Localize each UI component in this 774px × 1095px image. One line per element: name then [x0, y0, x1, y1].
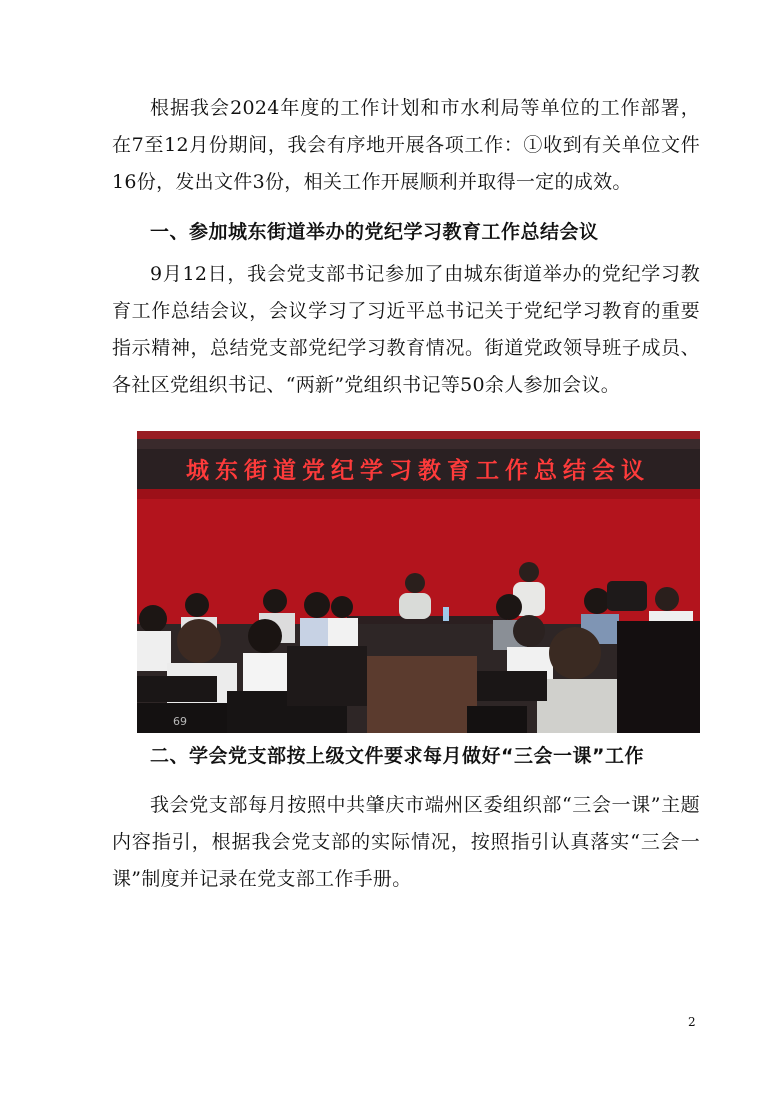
photo-audience-head	[185, 593, 209, 617]
photo-speaker-body-1	[399, 593, 431, 619]
photo-chair-row	[287, 646, 367, 706]
photo-chair-row	[467, 706, 527, 733]
photo-audience-head	[549, 627, 601, 679]
photo-audience-head	[584, 588, 610, 614]
intro-paragraph: 根据我会2024年度的工作计划和市水利局等单位的工作部署，在7至12月份期间，我会有序地开展各项工作：①收到有关单位文件16份，发出文件3份，相关工作开展顺利并取得一定的成效。	[112, 97, 700, 193]
photo-audience-head	[304, 592, 330, 618]
section-heading-2: 二、学会党支部按上级文件要求每月做好“三会一课”工作	[150, 745, 644, 767]
photo-chair-row	[137, 676, 217, 702]
photo-speaker-head-2	[519, 562, 539, 582]
photo-audience-head	[177, 619, 221, 663]
page-number: 2	[688, 1015, 696, 1029]
photo-audience-head	[263, 589, 287, 613]
section-heading-1: 一、参加城东街道举办的党纪学习教育工作总结会议	[150, 221, 599, 243]
photo-wall-shadow	[137, 489, 700, 499]
photo-audience-head	[331, 596, 353, 618]
photo-aisle-carpet	[367, 656, 477, 733]
photo-speaker-head-1	[405, 573, 425, 593]
monthly-paragraph: 我会党支部每月按照中共肇庆市端州区委组织部“三会一课”主题内容指引，根据我会党支部的实际情况，按照指引认真落实“三会一课”制度并记录在党支部工作手册。	[112, 794, 700, 890]
photo-dark-figure	[617, 621, 700, 733]
meeting-paragraph: 9月12日，我会党支部书记参加了由城东街道举办的党纪学习教育工作总结会议，会议学习了习近平总书记关于党纪学习教育的重要指示精神，总结党支部党纪学习教育情况。街道党政领导班子成员、各社区党组织书记、“两新”党组织书记等50余人参加会议。	[112, 263, 700, 396]
photo-audience-head	[496, 594, 522, 620]
photo-audience-head	[513, 615, 545, 647]
photo-audience-head	[655, 587, 679, 611]
photo-audience-head	[139, 605, 167, 633]
photo-seat-number: 69	[173, 715, 187, 728]
meeting-photo-illustration	[137, 431, 700, 733]
photo-audience-head	[248, 619, 282, 653]
photo-audience-body	[537, 679, 627, 733]
photo-audience-body	[243, 653, 289, 693]
photo-banner-text: 城东街道党纪学习教育工作总结会议	[186, 458, 650, 484]
meeting-photo	[137, 431, 700, 733]
photo-top-strip	[137, 431, 700, 439]
photo-audience-body	[137, 631, 171, 671]
photo-audience-body	[328, 618, 358, 646]
photo-empty-chair	[607, 581, 647, 611]
photo-water-bottle	[443, 607, 449, 621]
photo-chair-row	[477, 671, 547, 701]
